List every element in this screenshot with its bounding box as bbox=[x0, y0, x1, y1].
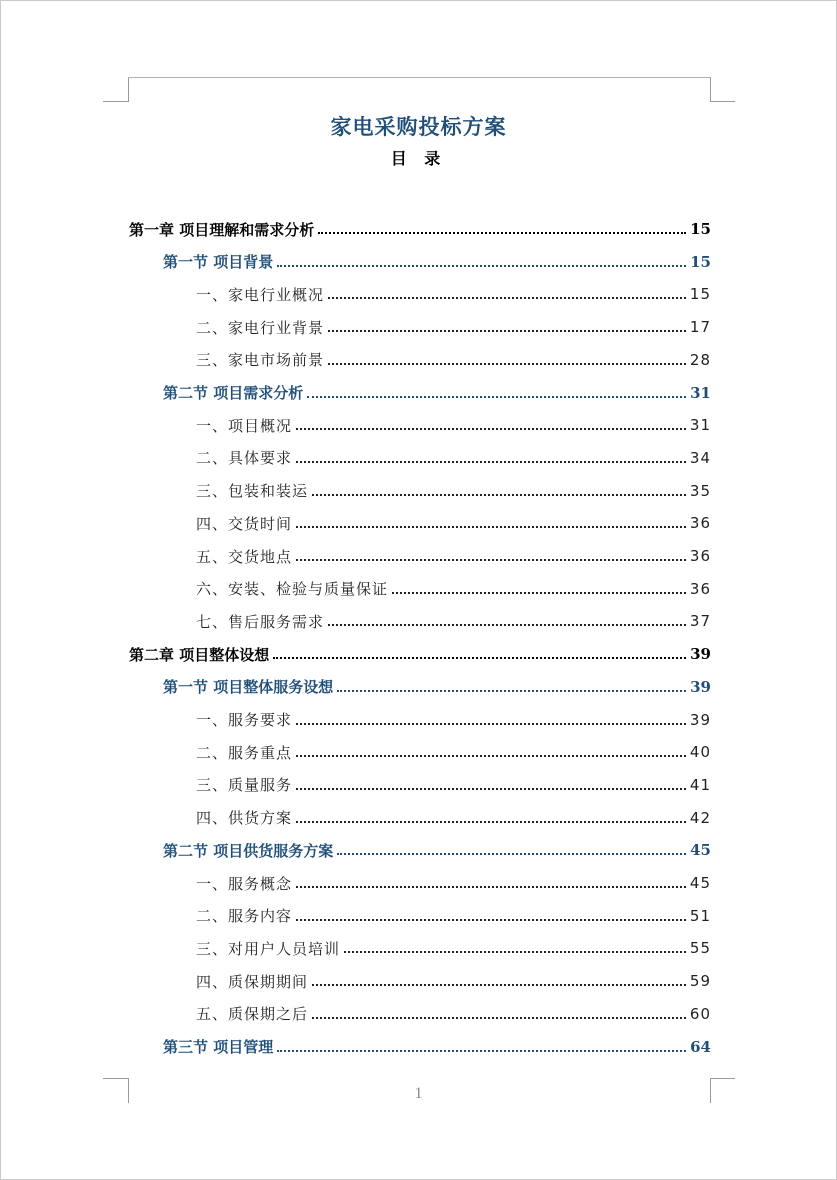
toc-entry-level-3[interactable] bbox=[196, 409, 711, 441]
toc-leader-dots bbox=[296, 559, 686, 561]
toc-leader-dots bbox=[392, 592, 686, 594]
toc-entry-page: 51 bbox=[689, 906, 711, 925]
toc-entry-level-2[interactable] bbox=[163, 377, 711, 409]
toc-entry-label: 三、质量服务 bbox=[196, 776, 293, 795]
toc-entry-page: 36 bbox=[689, 579, 711, 598]
toc-entry-page: 42 bbox=[689, 808, 711, 827]
toc-entry-level-3[interactable] bbox=[196, 507, 711, 539]
toc-leader-dots bbox=[296, 723, 686, 725]
toc-entry-page: 31 bbox=[689, 416, 711, 435]
toc-entry-label: 三、家电市场前景 bbox=[196, 351, 325, 370]
toc-entry-page: 39 bbox=[690, 645, 711, 664]
toc-leader-dots bbox=[277, 265, 686, 267]
toc-entry-label: 第二节 项目需求分析 bbox=[163, 384, 304, 402]
toc-leader-dots bbox=[296, 526, 686, 528]
toc-entry-page: 36 bbox=[689, 547, 711, 565]
toc-entry-level-3[interactable] bbox=[196, 311, 711, 343]
toc-entry-page: 35 bbox=[689, 481, 711, 500]
toc-leader-dots bbox=[328, 297, 686, 299]
toc-entry-page: 15 bbox=[690, 252, 711, 271]
toc-entry-page: 59 bbox=[689, 972, 711, 991]
toc-entry-level-3[interactable] bbox=[196, 769, 711, 801]
toc-entry-label: 五、交货地点 bbox=[196, 547, 293, 566]
toc-entry-page: 15 bbox=[689, 285, 711, 304]
header-rule bbox=[128, 77, 711, 78]
toc-entry-level-3[interactable] bbox=[196, 278, 711, 310]
toc-entry-label: 三、包装和装运 bbox=[196, 482, 309, 501]
toc-leader-dots bbox=[328, 624, 686, 626]
toc-leader-dots bbox=[296, 821, 686, 823]
toc-entry-level-1[interactable] bbox=[129, 638, 711, 670]
toc-entry-level-3[interactable] bbox=[196, 704, 711, 736]
toc-entry-page: 37 bbox=[689, 612, 711, 631]
toc-entry-label: 一、家电行业概况 bbox=[196, 285, 325, 304]
toc-leader-dots bbox=[337, 853, 686, 855]
toc-leader-dots bbox=[277, 1050, 686, 1052]
toc-entry-level-3[interactable] bbox=[196, 802, 711, 834]
toc-entry-label: 一、服务要求 bbox=[196, 711, 293, 729]
toc-entry-label: 五、质保期之后 bbox=[196, 1005, 309, 1024]
toc-entry-label: 二、家电行业背景 bbox=[196, 318, 325, 337]
page-number: 1 bbox=[414, 1085, 423, 1102]
toc-entry-level-2[interactable] bbox=[163, 246, 711, 278]
toc-entry-label: 七、售后服务需求 bbox=[196, 612, 325, 631]
toc-leader-dots bbox=[328, 330, 686, 332]
toc-leader-dots bbox=[328, 363, 686, 365]
toc-entry-label: 四、供货方案 bbox=[196, 809, 293, 828]
toc-entry-page: 39 bbox=[689, 710, 711, 729]
toc-entry-level-3[interactable] bbox=[196, 573, 711, 605]
toc-entry-level-2[interactable] bbox=[163, 834, 711, 866]
toc-entry-level-3[interactable] bbox=[196, 442, 711, 474]
toc-entry-page: 15 bbox=[690, 220, 711, 238]
toc-entry-label: 第二节 项目供货服务方案 bbox=[163, 841, 334, 860]
toc-entry-page: 45 bbox=[689, 874, 711, 892]
toc-entry-label: 一、服务概念 bbox=[196, 874, 293, 893]
toc-entry-label: 二、服务重点 bbox=[196, 743, 293, 762]
toc-entry-page: 40 bbox=[689, 743, 711, 762]
toc-leader-dots bbox=[307, 396, 686, 398]
toc-entry-label: 六、安装、检验与质量保证 bbox=[196, 580, 389, 599]
toc-leader-dots bbox=[344, 951, 686, 953]
toc-entry-level-3[interactable] bbox=[196, 900, 711, 932]
toc-entry-label: 第一节 项目背景 bbox=[163, 253, 274, 272]
toc-entry-page: 28 bbox=[689, 350, 711, 369]
toc-entry-level-2[interactable] bbox=[163, 1031, 711, 1063]
document-title: 家电采购投标方案 bbox=[330, 114, 507, 139]
toc-entry-page: 55 bbox=[689, 939, 711, 958]
toc-heading: 目 录 bbox=[390, 149, 447, 168]
toc-entry-label: 二、服务内容 bbox=[196, 907, 293, 926]
toc-entry-page: 17 bbox=[689, 318, 711, 337]
toc-entry-label: 二、具体要求 bbox=[196, 449, 293, 468]
toc-leader-dots bbox=[312, 984, 686, 986]
toc-leader-dots bbox=[296, 755, 686, 757]
toc-leader-dots bbox=[296, 788, 686, 790]
toc-entry-level-3[interactable] bbox=[196, 998, 711, 1030]
toc-entry-level-3[interactable] bbox=[196, 867, 711, 899]
toc-leader-dots bbox=[296, 461, 686, 463]
toc-entry-level-3[interactable] bbox=[196, 475, 711, 507]
toc-entry-page: 64 bbox=[690, 1037, 711, 1056]
toc-leader-dots bbox=[337, 690, 686, 692]
toc-entry-label: 第二章 项目整体设想 bbox=[129, 645, 270, 664]
toc-entry-page: 45 bbox=[690, 841, 711, 860]
toc-entry-page: 31 bbox=[690, 383, 711, 402]
toc-entry-level-3[interactable] bbox=[196, 736, 711, 768]
toc-leader-dots bbox=[312, 1017, 686, 1019]
toc-entry-label: 三、对用户人员培训 bbox=[196, 939, 341, 958]
toc-entry-page: 34 bbox=[689, 448, 711, 467]
toc-leader-dots bbox=[296, 919, 686, 921]
toc-entry-label: 第一节 项目整体服务设想 bbox=[163, 678, 334, 697]
toc-entry-label: 一、项目概况 bbox=[196, 416, 293, 435]
toc-entry-label: 第一章 项目理解和需求分析 bbox=[129, 220, 315, 239]
toc-leader-dots bbox=[296, 428, 686, 430]
toc-entry-label: 四、质保期期间 bbox=[196, 972, 309, 991]
toc-leader-dots bbox=[296, 886, 686, 888]
toc-leader-dots bbox=[312, 494, 686, 496]
toc-entry-level-3[interactable] bbox=[196, 965, 711, 997]
toc-entry-level-1[interactable] bbox=[129, 213, 711, 245]
toc-entry-page: 39 bbox=[690, 677, 711, 696]
toc-leader-dots bbox=[273, 657, 686, 659]
toc-entry-level-3[interactable] bbox=[196, 605, 711, 637]
toc-entry-page: 36 bbox=[689, 514, 711, 533]
toc-leader-dots bbox=[318, 232, 686, 234]
toc-entry-level-3[interactable] bbox=[196, 540, 711, 572]
toc-entry-level-3[interactable] bbox=[196, 344, 711, 376]
toc-entry-label: 第三节 项目管理 bbox=[163, 1038, 274, 1056]
toc-entry-level-3[interactable] bbox=[196, 932, 711, 964]
toc-entry-page: 60 bbox=[689, 1004, 711, 1023]
toc-entry-page: 41 bbox=[689, 775, 711, 794]
toc-entry-label: 四、交货时间 bbox=[196, 514, 293, 533]
toc-entry-level-2[interactable] bbox=[163, 671, 711, 703]
